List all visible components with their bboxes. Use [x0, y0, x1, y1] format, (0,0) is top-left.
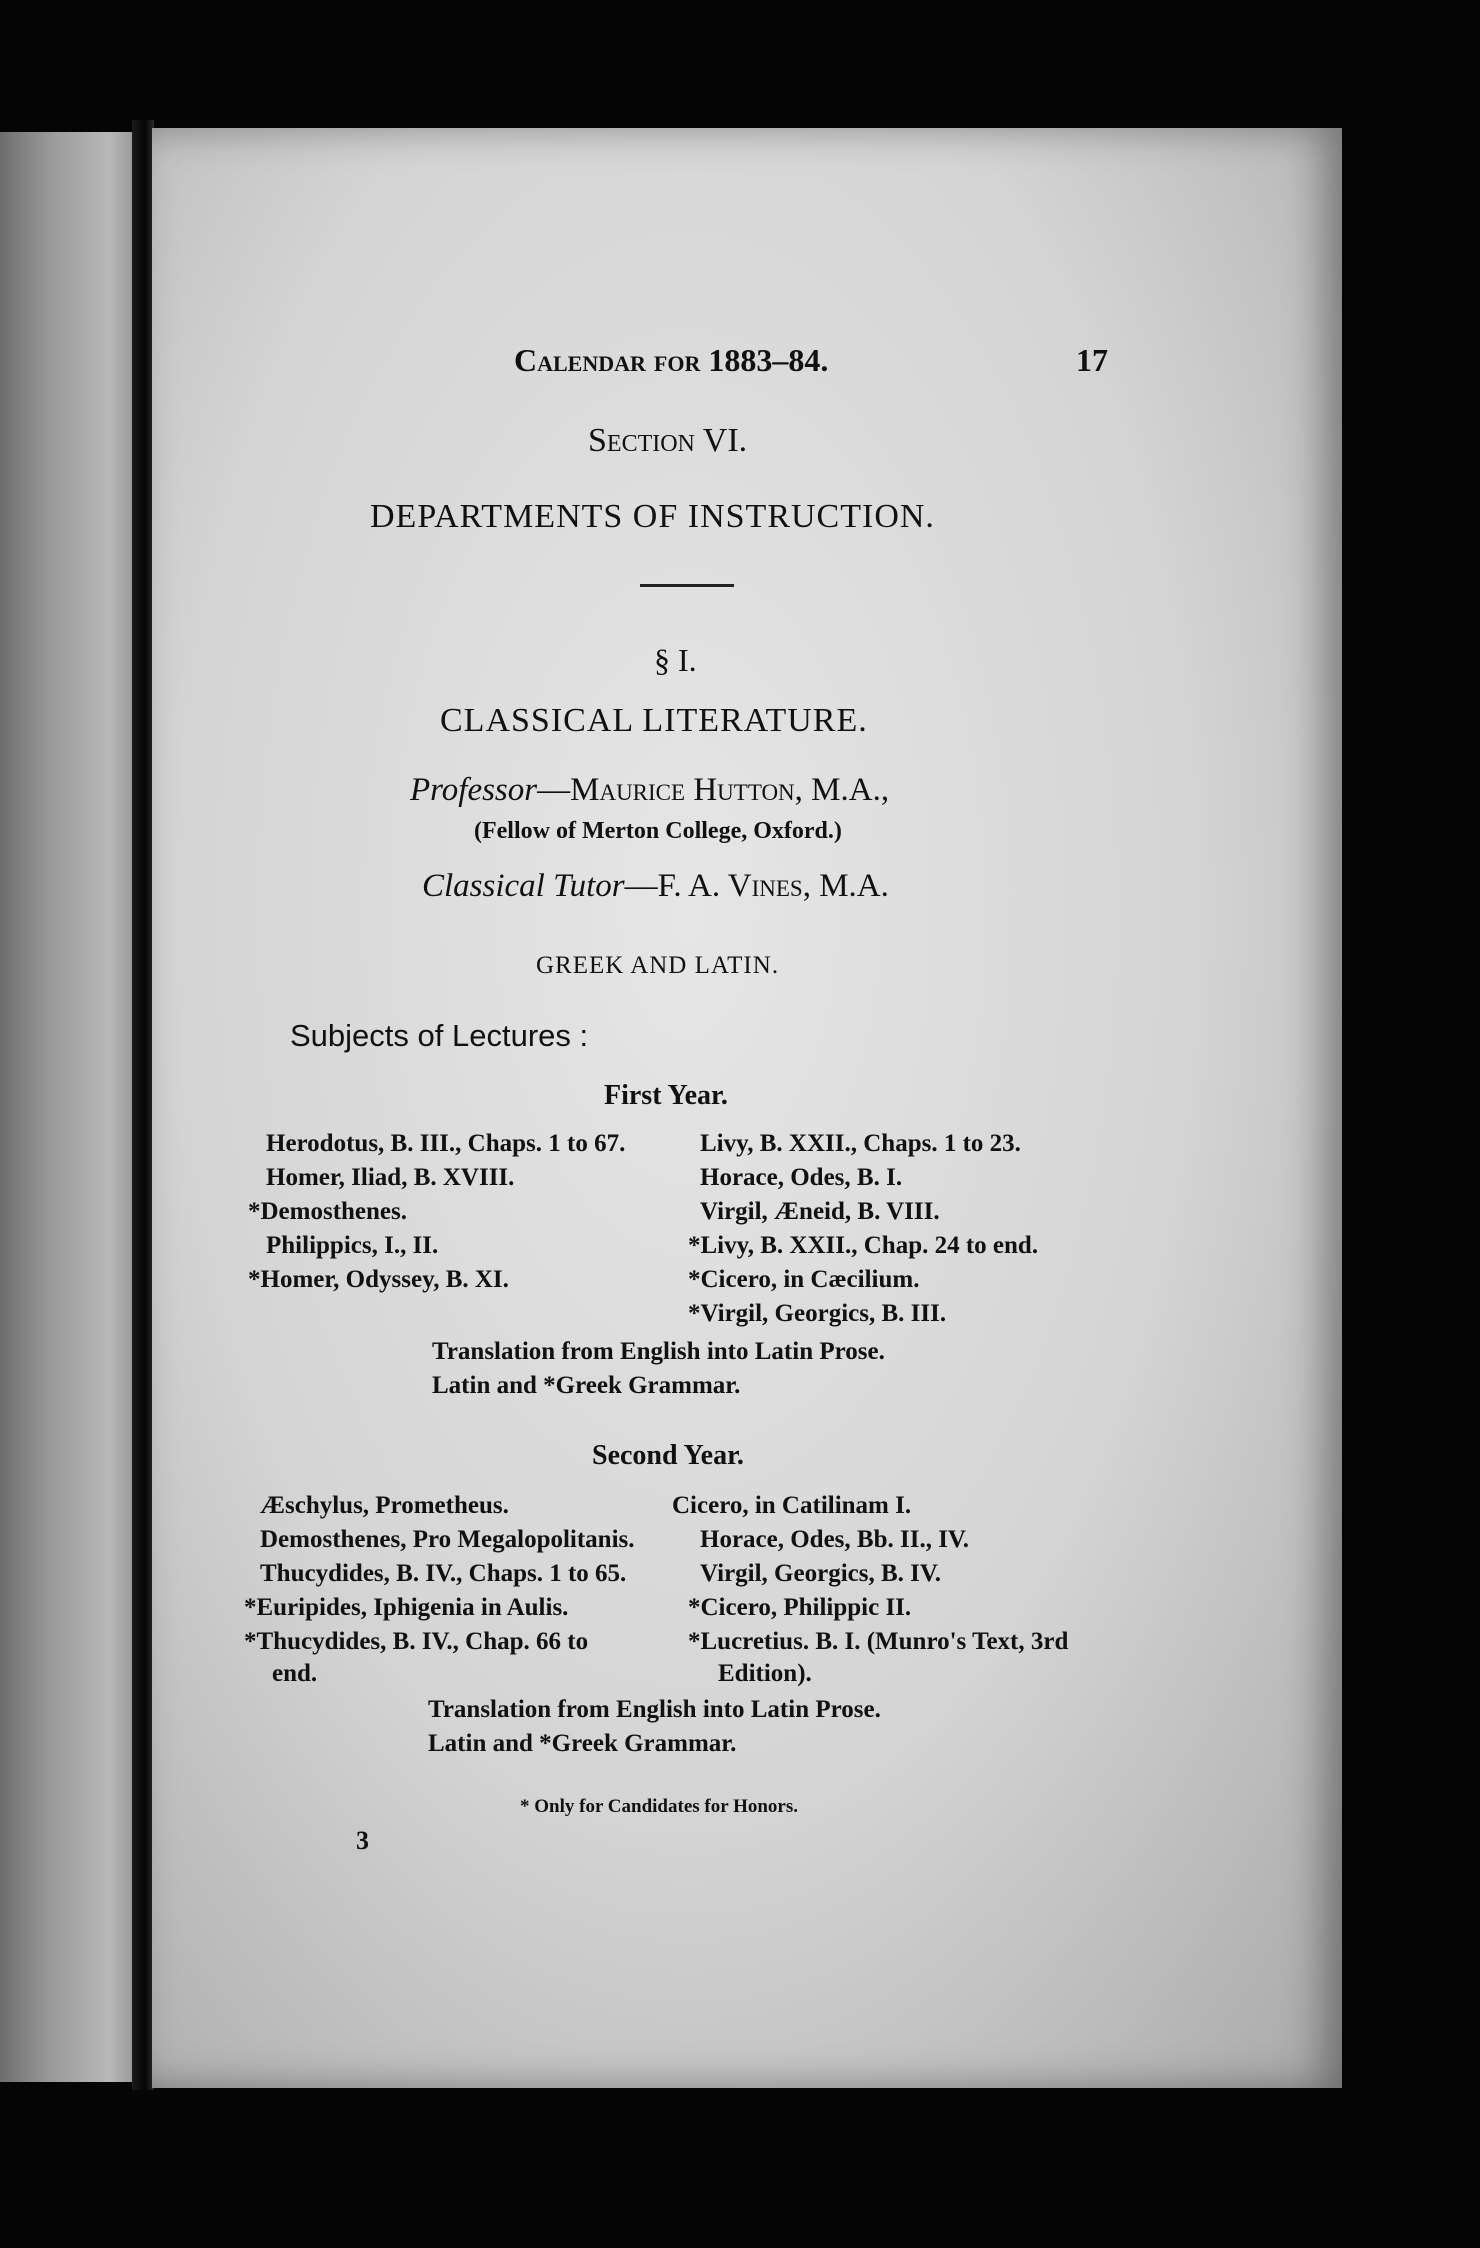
first-year-note-0: Translation from English into Latin Prose. [432, 1338, 885, 1365]
footnote: * Only for Candidates for Honors. [520, 1796, 798, 1817]
second-year-right-4: *Lucretius. B. I. (Munro's Text, 3rd [688, 1628, 1069, 1655]
second-year-left-3: *Euripides, Iphigenia in Aulis. [244, 1594, 569, 1621]
second-year-right-5: Edition). [718, 1660, 812, 1687]
running-title: Calendar for 1883–84. [514, 342, 829, 378]
first-year-note-1: Latin and *Greek Grammar. [432, 1372, 741, 1399]
professor-note: (Fellow of Merton College, Oxford.) [474, 818, 842, 844]
first-year-left-0: Herodotus, B. III., Chaps. 1 to 67. [266, 1130, 626, 1157]
lectures-heading: Subjects of Lectures : [290, 1018, 589, 1053]
first-year-right-1: Horace, Odes, B. I. [700, 1164, 903, 1191]
second-year-right-0: Cicero, in Catilinam I. [672, 1492, 912, 1519]
second-year-title: Second Year. [592, 1440, 744, 1471]
subject-heading: GREEK AND LATIN. [536, 952, 780, 979]
page-number: 17 [1076, 342, 1108, 378]
professor-name: —Maurice Hutton, M.A., [537, 772, 890, 808]
section-label: Section VI. [588, 422, 748, 459]
second-year-right-3: *Cicero, Philippic II. [688, 1594, 912, 1621]
first-year-right-4: *Cicero, in Cæcilium. [688, 1266, 920, 1293]
section-title: DEPARTMENTS OF INSTRUCTION. [370, 498, 935, 535]
second-year-left-5: end. [272, 1660, 318, 1687]
second-year-left-1: Demosthenes, Pro Megalopolitanis. [260, 1526, 635, 1553]
second-year-note-0: Translation from English into Latin Prose. [428, 1696, 881, 1723]
tutor-role: Classical Tutor [422, 868, 625, 904]
signature-mark: 3 [356, 1826, 369, 1855]
subsection-title: CLASSICAL LITERATURE. [440, 702, 868, 739]
first-year-right-0: Livy, B. XXII., Chaps. 1 to 23. [700, 1130, 1021, 1157]
second-year-left-4: *Thucydides, B. IV., Chap. 66 to [244, 1628, 589, 1655]
second-year-left-0: Æschylus, Prometheus. [260, 1492, 509, 1519]
second-year-right-1: Horace, Odes, Bb. II., IV. [700, 1526, 970, 1553]
professor-role: Professor [410, 772, 538, 808]
first-year-right-5: *Virgil, Georgics, B. III. [688, 1300, 947, 1327]
first-year-title: First Year. [604, 1080, 728, 1111]
facing-page-edge [0, 132, 146, 2082]
first-year-right-3: *Livy, B. XXII., Chap. 24 to end. [688, 1232, 1039, 1259]
professor-line [410, 772, 889, 809]
second-year-right-2: Virgil, Georgics, B. IV. [700, 1560, 941, 1587]
section-divider [640, 584, 734, 587]
tutor-line [422, 868, 889, 905]
second-year-note-1: Latin and *Greek Grammar. [428, 1730, 737, 1757]
first-year-left-2: *Demosthenes. [248, 1198, 408, 1225]
subsection-mark: § I. [654, 642, 697, 678]
tutor-name: —F. A. Vines, M.A. [624, 868, 889, 904]
first-year-left-1: Homer, Iliad, B. XVIII. [266, 1164, 515, 1191]
first-year-left-4: *Homer, Odyssey, B. XI. [248, 1266, 509, 1293]
book-gutter [132, 120, 154, 2090]
first-year-right-2: Virgil, Æneid, B. VIII. [700, 1198, 940, 1225]
second-year-left-2: Thucydides, B. IV., Chaps. 1 to 65. [260, 1560, 627, 1587]
first-year-left-3: Philippics, I., II. [266, 1232, 439, 1259]
